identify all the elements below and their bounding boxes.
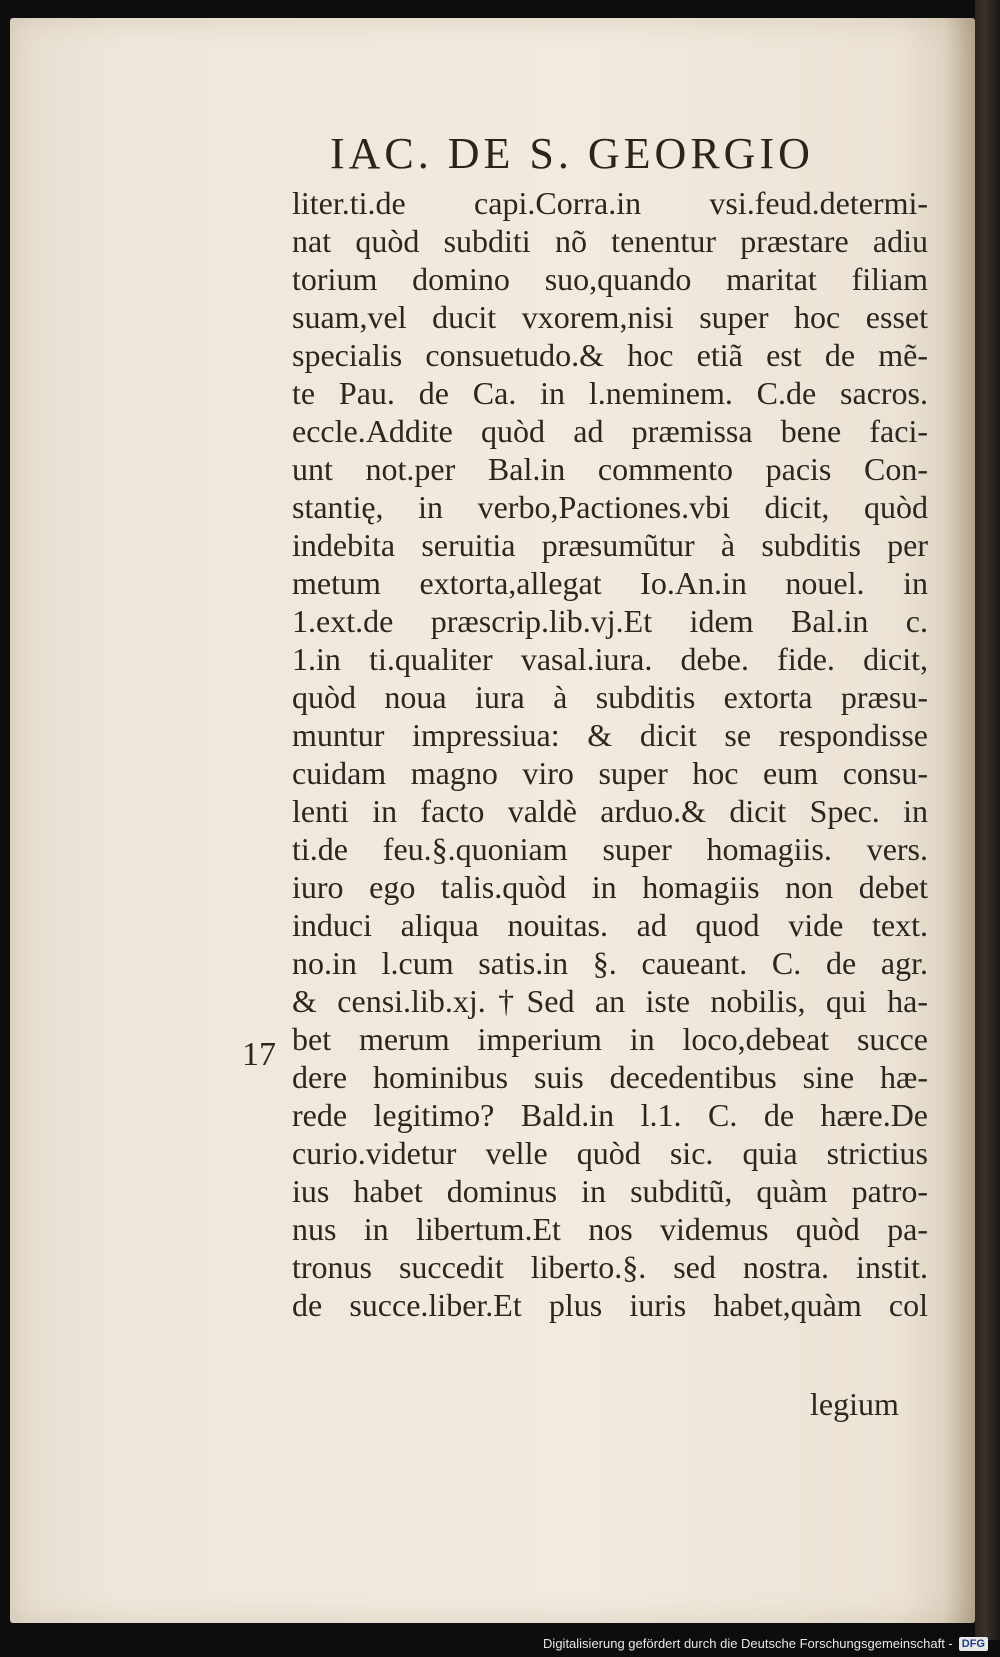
text-line: no.in l.cum satis.in §. caueant. C. de agr. — [292, 945, 928, 981]
catchword: legium — [810, 1386, 899, 1422]
text-line: liter.ti.de capi.Corra.in vsi.feud.determi- — [292, 185, 928, 221]
text-line: unt not.per Bal.in commento pacis Con- — [292, 451, 928, 487]
text-line: torium domino suo,quando maritat filiam — [292, 261, 928, 297]
dfg-logo-icon: DFG — [959, 1637, 988, 1651]
text-line: tronus succedit liberto.§. sed nostra. instit. — [292, 1249, 928, 1285]
text-line: specialis consuetudo.& hoc etiã est de mẽ- — [292, 337, 928, 373]
text-line: suam,vel ducit vxorem,nisi super hoc esset — [292, 299, 928, 335]
text-line: metum extorta,allegat Io.An.in nouel. in — [292, 565, 928, 601]
text-line: rede legitimo? Bald.in l.1. C. de hære.De — [292, 1097, 928, 1133]
text-line: 1.ext.de præscrip.lib.vj.Et idem Bal.in c. — [292, 603, 928, 639]
text-line: muntur impressiua: & dicit se respondisse — [292, 717, 928, 753]
text-line: eccle.Addite quòd ad præmissa bene faci- — [292, 413, 928, 449]
text-line: curio.videtur velle quòd sic. quia strictius — [292, 1135, 928, 1171]
text-line: quòd noua iura à subditis extorta præsu- — [292, 679, 928, 715]
text-line: bet merum imperium in loco,debeat succe — [292, 1021, 928, 1057]
text-line: te Pau. de Ca. in l.neminem. C.de sacros. — [292, 375, 928, 411]
text-line: induci aliqua nouitas. ad quod vide text. — [292, 907, 928, 943]
text-line: cuidam magno viro super hoc eum consu- — [292, 755, 928, 791]
body-text — [292, 184, 928, 1324]
text-line: nat quòd subditi nõ tenentur præstare adiu — [292, 223, 928, 259]
text-line: ti.de feu.§.quoniam super homagiis. vers. — [292, 831, 928, 867]
text-line: iuro ego talis.quòd in homagiis non debet — [292, 869, 928, 905]
page-edge-shadow — [945, 18, 975, 1623]
text-line: & censi.lib.xj.†Sed an iste nobilis, qui ha- — [292, 983, 928, 1019]
running-head: IAC. DE S. GEORGIO — [330, 129, 814, 178]
text-line: nus in libertum.Et nos videmus quòd pa- — [292, 1211, 928, 1247]
text-line: 1.in ti.qualiter vasal.iura. debe. fide. dicit, — [292, 641, 928, 677]
text-line: de succe.liber.Et plus iuris habet,quàm col — [292, 1287, 928, 1323]
text-line: dere hominibus suis decedentibus sine hæ- — [292, 1059, 928, 1095]
credit-text: Digitalisierung gefördert durch die Deutsche Forschungsgemeinschaft - — [543, 1636, 953, 1651]
text-line: ius habet dominus in subditũ, quàm patro- — [292, 1173, 928, 1209]
text-line: stantię, in verbo,Pactiones.vbi dicit, quòd — [292, 489, 928, 525]
digitization-credit — [543, 1636, 988, 1651]
text-line: lenti in facto valdè arduo.& dicit Spec. in — [292, 793, 928, 829]
book-page — [10, 18, 975, 1623]
book-edge-strip — [975, 0, 1000, 1640]
text-line: indebita seruitia præsumũtur à subditis per — [292, 527, 928, 563]
margin-number: 17 — [242, 1036, 276, 1073]
